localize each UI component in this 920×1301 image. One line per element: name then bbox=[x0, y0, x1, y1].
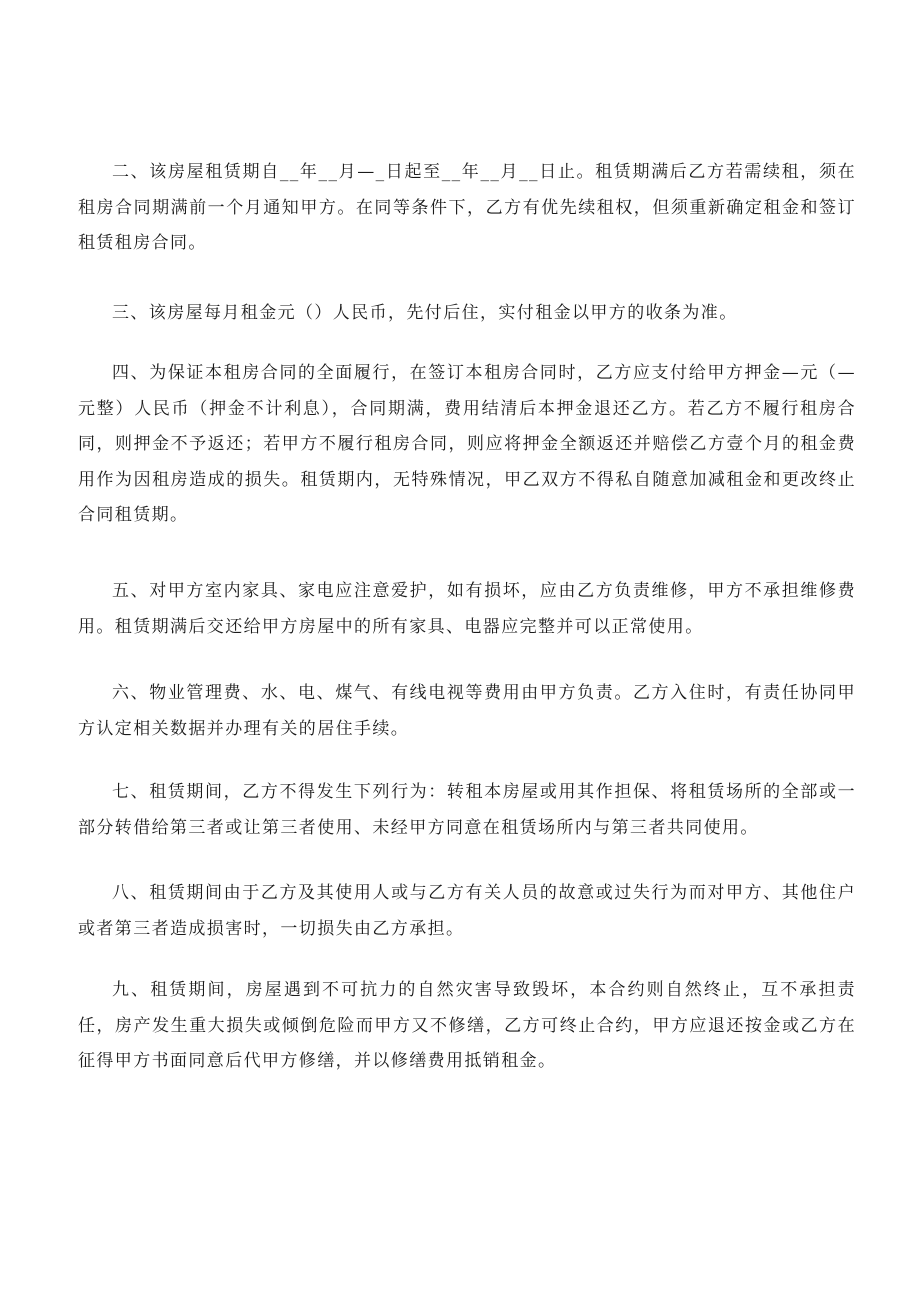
clause-2-lease-term: 二、该房屋租赁期自__年__月—_日起至__年__月__日止。租赁期满后乙方若需续租，须在租房合同期满前一个月通知甲方。在同等条件下，乙方有优先续租权，但须重新确定租金和签订租赁租房合同。 bbox=[78, 162, 856, 253]
clause-9-force-majeure: 九、租赁期间，房屋遇到不可抗力的自然灾害导致毁坏，本合约则自然终止，互不承担责任，房产发生重大损失或倾倒危险而甲方又不修缮，乙方可终止合约，甲方应退还按金或乙方在征得甲方书面同意后代甲方修缮，并以修缮费用抵销租金。 bbox=[78, 980, 856, 1071]
clause-6-utility-fees: 六、物业管理费、水、电、煤气、有线电视等费用由甲方负责。乙方入住时，有责任协同甲方认定相关数据并办理有关的居住手续。 bbox=[78, 683, 856, 739]
clause-8-liability: 八、租赁期间由于乙方及其使用人或与乙方有关人员的故意或过失行为而对甲方、其他住户或者第三者造成损害时，一切损失由乙方承担。 bbox=[78, 883, 856, 939]
clause-3-monthly-rent: 三、该房屋每月租金元（）人民币，先付后住，实付租金以甲方的收条为准。 bbox=[112, 303, 738, 323]
clause-4-deposit: 四、为保证本租房合同的全面履行，在签订本租房合同时，乙方应支付给甲方押金—元（—元整）人民币（押金不计利息），合同期满，费用结清后本押金退还乙方。若乙方不履行租房合同，则押金不予返还；若甲方不履行租房合同，则应将押金全额返还并赔偿乙方壹个月的租金费用作为因租房造成的损失。租赁期内，无特殊情况，甲乙双方不得私自随意加减租金和更改终止合同租赁期。 bbox=[78, 363, 856, 525]
clause-5-furniture-care: 五、对甲方室内家具、家电应注意爱护，如有损坏，应由乙方负责维修，甲方不承担维修费用。租赁期满后交还给甲方房屋中的所有家具、电器应完整并可以正常使用。 bbox=[78, 581, 856, 637]
clause-7-prohibited-acts: 七、租赁期间，乙方不得发生下列行为：转租本房屋或用其作担保、将租赁场所的全部或一部分转借给第三者或让第三者使用、未经甲方同意在租赁场所内与第三者共同使用。 bbox=[78, 782, 856, 838]
